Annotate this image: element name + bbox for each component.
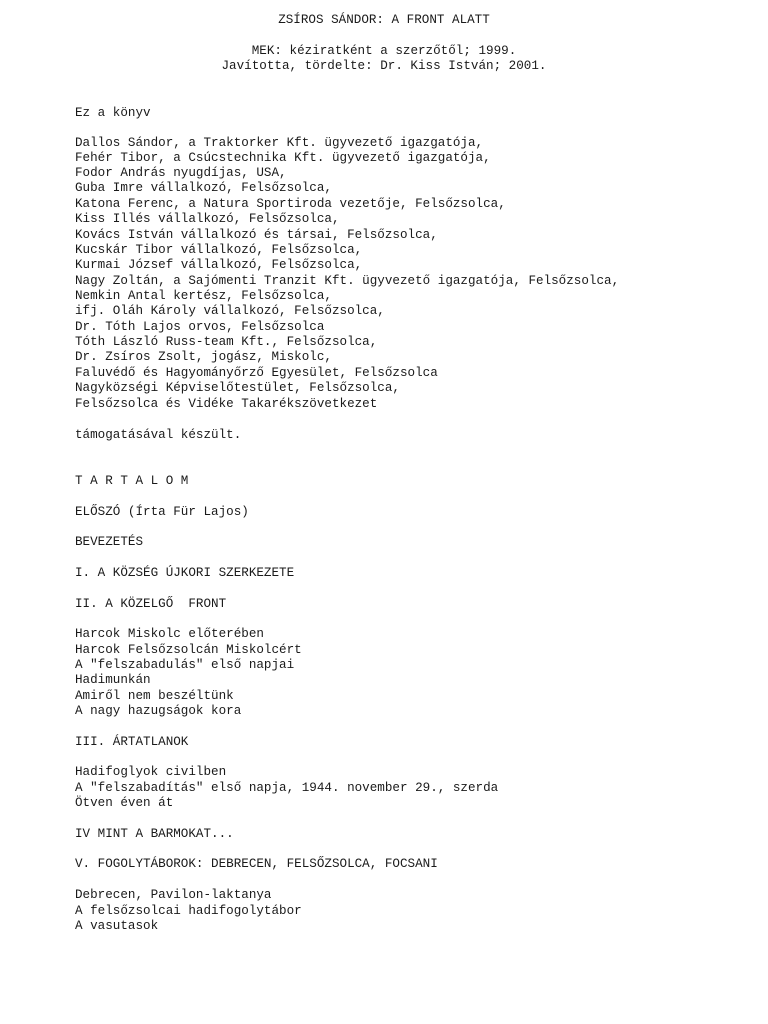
supporter-line: Kovács István vállalkozó és társai, Felsőzsolca,	[75, 228, 438, 242]
toc-item: Hadifoglyok civilben	[75, 765, 227, 779]
supporter-line: Fehér Tibor, a Csúcstechnika Kft. ügyvezető igazgatója,	[75, 151, 491, 165]
supporter-line: Kiss Illés vállalkozó, Felsőzsolca,	[75, 212, 340, 226]
toc-foreword: ELŐSZÓ (Írta Für Lajos)	[75, 505, 249, 519]
toc-item: Hadimunkán	[75, 673, 151, 687]
support-closing: támogatásával készült.	[75, 428, 242, 442]
toc-chapter-3: III. ÁRTATLANOK	[75, 735, 189, 749]
supporter-line: ifj. Oláh Károly vállalkozó, Felsőzsolca,	[75, 304, 385, 318]
supporter-line: Guba Imre vállalkozó, Felsőzsolca,	[75, 181, 332, 195]
supporter-line: Katona Ferenc, a Natura Sportiroda vezetője, Felsőzsolca,	[75, 197, 506, 211]
document-title: ZSÍROS SÁNDOR: A FRONT ALATT	[278, 13, 490, 27]
supporter-line: Dr. Tóth Lajos orvos, Felsőzsolca	[75, 320, 325, 334]
supporter-line: Nagyközségi Képviselőtestület, Felsőzsolca,	[75, 381, 400, 395]
toc-chapter-2: II. A KÖZELGŐ FRONT	[75, 597, 227, 611]
toc-item: Debrecen, Pavilon-laktanya	[75, 888, 272, 902]
supporter-line: Dallos Sándor, a Traktorker Kft. ügyvezető igazgatója,	[75, 136, 484, 150]
toc-item: A "felszabadítás" első napja, 1944. november 29., szerda	[75, 781, 499, 795]
toc-item: Ötven éven át	[75, 796, 174, 810]
toc-introduction: BEVEZETÉS	[75, 535, 144, 549]
supporter-line: Kurmai József vállalkozó, Felsőzsolca,	[75, 258, 363, 272]
supporter-line: Tóth László Russ-team Kft., Felsőzsolca,	[75, 335, 378, 349]
toc-item: A vasutasok	[75, 919, 159, 933]
toc-chapter-5: V. FOGOLYTÁBOROK: DEBRECEN, FELSŐZSOLCA, FOCSANI	[75, 857, 438, 871]
toc-item: Harcok Felsőzsolcán Miskolcért	[75, 643, 302, 657]
supporter-line: Nagy Zoltán, a Sajómenti Tranzit Kft. ügyvezető igazgatója, Felsőzsolca,	[75, 274, 620, 288]
toc-item: A felsőzsolcai hadifogolytábor	[75, 904, 302, 918]
intro-text: Ez a könyv	[75, 106, 151, 120]
toc-chapter-4: IV MINT A BARMOKAT...	[75, 827, 234, 841]
toc-item: A "felszabadulás" első napjai	[75, 658, 295, 672]
supporter-line: Dr. Zsíros Zsolt, jogász, Miskolc,	[75, 350, 332, 364]
supporter-line: Nemkin Antal kertész, Felsőzsolca,	[75, 289, 332, 303]
supporter-line: Felsőzsolca és Vidéke Takarékszövetkezet	[75, 397, 378, 411]
toc-item: Amiről nem beszéltünk	[75, 689, 234, 703]
supporter-line: Faluvédő és Hagyományőrző Egyesület, Felsőzsolca	[75, 366, 438, 380]
toc-item: A nagy hazugságok kora	[75, 704, 242, 718]
toc-chapter-1: I. A KÖZSÉG ÚJKORI SZERKEZETE	[75, 566, 295, 580]
supporter-line: Fodor András nyugdíjas, USA,	[75, 166, 287, 180]
supporter-line: Kucskár Tibor vállalkozó, Felsőzsolca,	[75, 243, 363, 257]
editor-note: Javította, tördelte: Dr. Kiss István; 2001.	[221, 59, 547, 73]
toc-heading: T A R T A L O M	[75, 474, 189, 488]
source-note: MEK: kéziratként a szerzőtől; 1999.	[251, 44, 517, 58]
toc-item: Harcok Miskolc előterében	[75, 627, 264, 641]
